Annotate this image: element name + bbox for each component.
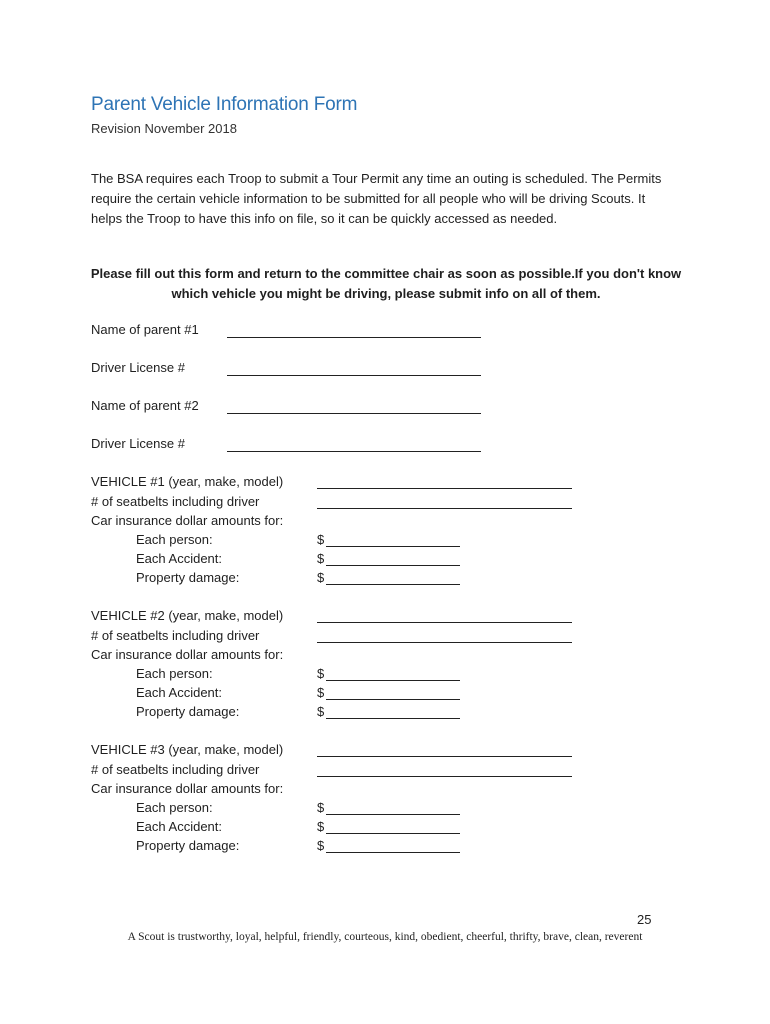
seatbelts-label: # of seatbelts including driver (91, 494, 260, 509)
parent2-label: Name of parent #2 (91, 398, 199, 413)
revision-date: Revision November 2018 (91, 121, 237, 136)
each-person-label: Each person: (136, 800, 213, 815)
property-damage-field[interactable] (326, 718, 460, 719)
vehicle-label: VEHICLE #2 (year, make, model) (91, 608, 284, 623)
vehicle-details-field[interactable] (317, 756, 572, 757)
license1-field[interactable] (227, 375, 481, 376)
scout-law-footer: A Scout is trustworthy, loyal, helpful, friendly, courteous, kind, obedient, cheerful, thrifty, brave, clean, reverent (127, 931, 643, 943)
seatbelts-field[interactable] (317, 776, 572, 777)
currency-symbol: $ (317, 838, 325, 853)
insurance-label: Car insurance dollar amounts for: (91, 781, 284, 796)
instructions-notice: Please fill out this form and return to the committee chair as soon as possible.If you don't know which vehicle you might be driving, please submit info on all of them. (90, 266, 682, 301)
property-damage-field[interactable] (326, 852, 460, 853)
parent1-label: Name of parent #1 (91, 322, 199, 337)
form-title: Parent Vehicle Information Form (91, 94, 358, 115)
seatbelts-field[interactable] (317, 642, 572, 643)
seatbelts-label: # of seatbelts including driver (91, 628, 260, 643)
currency-symbol: $ (317, 570, 325, 585)
each-accident-label: Each Accident: (136, 685, 222, 700)
currency-symbol: $ (317, 532, 325, 547)
license2-field[interactable] (227, 451, 481, 452)
insurance-label: Car insurance dollar amounts for: (91, 513, 284, 528)
seatbelts-label: # of seatbelts including driver (91, 762, 260, 777)
each-accident-field[interactable] (326, 565, 460, 566)
parent2-name-field[interactable] (227, 413, 481, 414)
each-person-label: Each person: (136, 532, 213, 547)
each-person-label: Each person: (136, 666, 213, 681)
insurance-label: Car insurance dollar amounts for: (91, 647, 284, 662)
currency-symbol: $ (317, 704, 325, 719)
currency-symbol: $ (317, 551, 325, 566)
property-damage-label: Property damage: (136, 838, 240, 853)
intro-paragraph: The BSA requires each Troop to submit a Tour Permit any time an outing is scheduled. The Permits require the certain vehicle information to be submitted for all people who will be driving Scouts. It helps the Troop to have this info on file, so it can be quickly accessed as needed. (91, 171, 662, 226)
each-person-field[interactable] (326, 546, 460, 547)
parent1-name-field[interactable] (227, 337, 481, 338)
vehicle-details-field[interactable] (317, 488, 572, 489)
each-accident-label: Each Accident: (136, 551, 222, 566)
currency-symbol: $ (317, 819, 325, 834)
property-damage-field[interactable] (326, 584, 460, 585)
vehicle-details-field[interactable] (317, 622, 572, 623)
currency-symbol: $ (317, 685, 325, 700)
each-accident-label: Each Accident: (136, 819, 222, 834)
seatbelts-field[interactable] (317, 508, 572, 509)
license1-label: Driver License # (91, 360, 185, 375)
property-damage-label: Property damage: (136, 704, 240, 719)
license2-label: Driver License # (91, 436, 185, 451)
each-person-field[interactable] (326, 814, 460, 815)
vehicle-label: VEHICLE #3 (year, make, model) (91, 742, 284, 757)
currency-symbol: $ (317, 800, 325, 815)
each-accident-field[interactable] (326, 699, 460, 700)
currency-symbol: $ (317, 666, 325, 681)
each-person-field[interactable] (326, 680, 460, 681)
each-accident-field[interactable] (326, 833, 460, 834)
property-damage-label: Property damage: (136, 570, 240, 585)
page-number: 25 (637, 912, 652, 927)
vehicle-label: VEHICLE #1 (year, make, model) (91, 474, 284, 489)
